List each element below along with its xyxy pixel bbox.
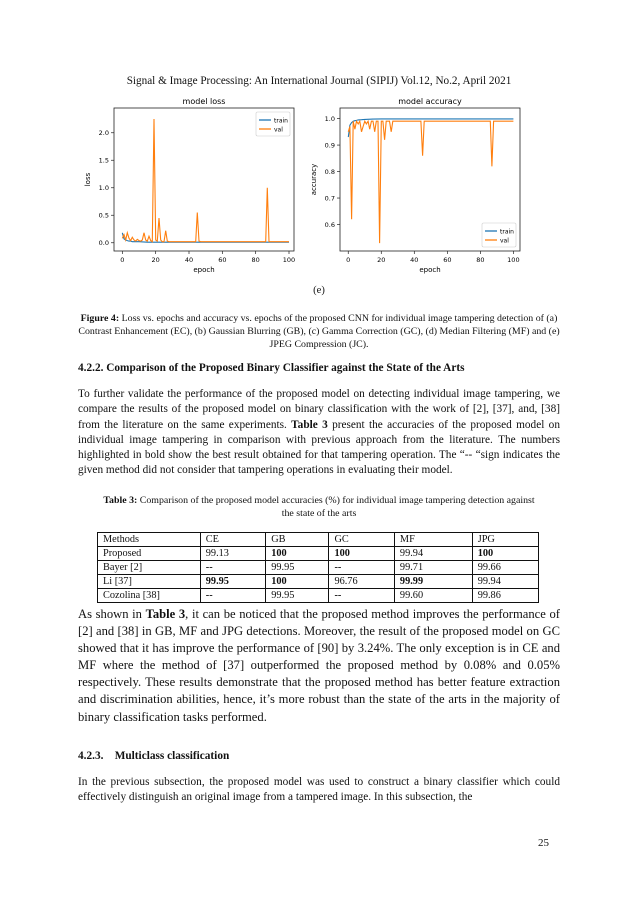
table-cell: 99.99 [394, 575, 472, 589]
table-reference: Table 3 [291, 418, 328, 431]
table-cell: Bayer [2] [98, 561, 201, 575]
table-cell: 99.94 [472, 575, 538, 589]
paragraph-2: As shown in Table 3, it can be noticed that the proposed method improves the performance of [2] and [38] in GB, MF and JPG detections. Moreover, the result of the proposed model on GC showed that it has improve the performance of [90] by 3.24%. The only exception is in CE and MF where the method of [37] outperformed the proposed method by 0.08% and 0.05% respectively. These results demonstrate that the proposed method has better feature extraction and discrimination abilities, hence, it’s more robust than the state of the arts in the majority of binary classification tasks performed. [78, 607, 560, 724]
table-cell: 100 [266, 575, 329, 589]
x-tick-label: 40 [410, 256, 419, 264]
table-header-cell: JPG [472, 533, 538, 547]
table-cell: 100 [472, 547, 538, 561]
table-cell: 99.60 [394, 589, 472, 603]
table-cell: -- [329, 561, 394, 575]
subsection-heading: 4.2.3. Multiclass classification [78, 750, 230, 762]
x-tick-label: 80 [251, 256, 260, 264]
y-tick-label: 1.0 [98, 184, 109, 193]
table-cell: 99.95 [200, 575, 265, 589]
table-cell: 99.95 [266, 589, 329, 603]
table-header-row [98, 533, 539, 547]
table-cell: 99.71 [394, 561, 472, 575]
table-header-cell: GC [329, 533, 394, 547]
table-cell: Proposed [98, 547, 201, 561]
y-axis-label: loss [84, 172, 92, 187]
y-tick-label: 1.5 [98, 156, 109, 165]
chart-title: model accuracy [398, 97, 462, 106]
legend-label: train [500, 228, 514, 236]
y-axis-label: accuracy [310, 163, 318, 196]
legend-label: val [500, 237, 509, 245]
table-caption-label: Table 3: [103, 495, 138, 506]
table-cell: 99.95 [266, 561, 329, 575]
table-caption-text: Comparison of the proposed model accuracies (%) for individual image tampering detection against the state of the arts [139, 495, 535, 520]
x-tick-label: 40 [184, 256, 194, 264]
accuracy-chart [310, 98, 528, 278]
table-row [98, 575, 539, 589]
x-tick-label: 0 [120, 256, 125, 264]
table-header-cell: MF [394, 533, 472, 547]
x-tick-label: 0 [346, 256, 351, 264]
legend-label: val [274, 126, 283, 134]
comparison-table [97, 532, 539, 603]
y-tick-label: 0.5 [98, 211, 109, 220]
x-tick-label: 100 [507, 256, 520, 264]
table-row [98, 561, 539, 575]
table-cell: 99.86 [472, 589, 538, 603]
table-header-cell: Methods [98, 533, 201, 547]
table-cell: 99.13 [200, 547, 265, 561]
y-tick-label: 0.0 [98, 239, 109, 248]
section-heading: 4.2.2. Comparison of the Proposed Binary Classifier against the State of the Arts [78, 362, 465, 374]
table-cell: -- [329, 589, 394, 603]
page-number: 25 [538, 837, 549, 849]
table-header-cell: GB [266, 533, 329, 547]
x-tick-label: 60 [218, 256, 227, 264]
figure-label: (e) [313, 285, 325, 296]
table-cell: 99.66 [472, 561, 538, 575]
table-cell: Cozolina [38] [98, 589, 201, 603]
x-tick-label: 80 [476, 256, 485, 264]
y-tick-label: 2.0 [98, 129, 109, 138]
loss-chart [84, 97, 300, 278]
x-tick-label: 20 [377, 256, 386, 264]
table-cell: 96.76 [329, 575, 394, 589]
table-header-cell: CE [200, 533, 265, 547]
table-cell: 100 [266, 547, 329, 561]
y-tick-label: 0.7 [324, 194, 335, 203]
y-tick-label: 0.6 [324, 220, 335, 229]
figure-caption [78, 312, 560, 352]
table-cell: -- [200, 589, 265, 603]
table-caption [100, 494, 538, 520]
table-cell: -- [200, 561, 265, 575]
table-cell: 99.94 [394, 547, 472, 561]
running-header: Signal & Image Processing: An International Journal (SIPIJ) Vol.12, No.2, April 2021 [126, 75, 512, 87]
x-tick-label: 60 [443, 256, 452, 264]
y-tick-label: 0.9 [324, 141, 335, 150]
table-cell: Li [37] [98, 575, 201, 589]
table-cell: 100 [329, 547, 394, 561]
legend-label: train [274, 117, 288, 125]
figure-caption-text: Loss vs. epochs and accuracy vs. epochs of the proposed CNN for individual image tampering detection of (a) Contrast Enhancement (EC), (b) Gaussian Blurring (GB), (c) Gamma Correction (GC), (d) Median Filtering (MF) and (e) JPEG Compression (JC). [78, 313, 560, 351]
x-axis-label: epoch [419, 266, 441, 274]
y-tick-label: 0.8 [324, 167, 335, 176]
x-axis-label: epoch [193, 266, 215, 274]
paragraph-1: To further validate the performance of the proposed model on detecting individual image tampering, we compare the results of the proposed model on binary classification with the work of [2], [37], and, [38] from the literature on the same experiments. Table 3 present the accuracies of the proposed model on individual image tampering in comparison with previous approach from the literature. The numbers highlighted in bold show the best result obtained for that tampering operation. The “-- “sign indicates the given method did not consider that tampering operations in evaluating their model. [78, 388, 560, 477]
figure-caption-label: Figure 4: [80, 313, 120, 324]
paragraph-3: In the previous subsection, the proposed model was used to construct a binary classifier which could effectively distinguish an original image from a tampered image. In this subsection, the [78, 776, 560, 804]
table-reference: Table 3 [145, 607, 186, 621]
chart-title: model loss [182, 97, 226, 106]
table-row [98, 547, 539, 561]
table-row [98, 589, 539, 603]
x-tick-label: 20 [151, 256, 160, 264]
x-tick-label: 100 [282, 256, 296, 264]
y-tick-label: 1.0 [324, 114, 335, 123]
